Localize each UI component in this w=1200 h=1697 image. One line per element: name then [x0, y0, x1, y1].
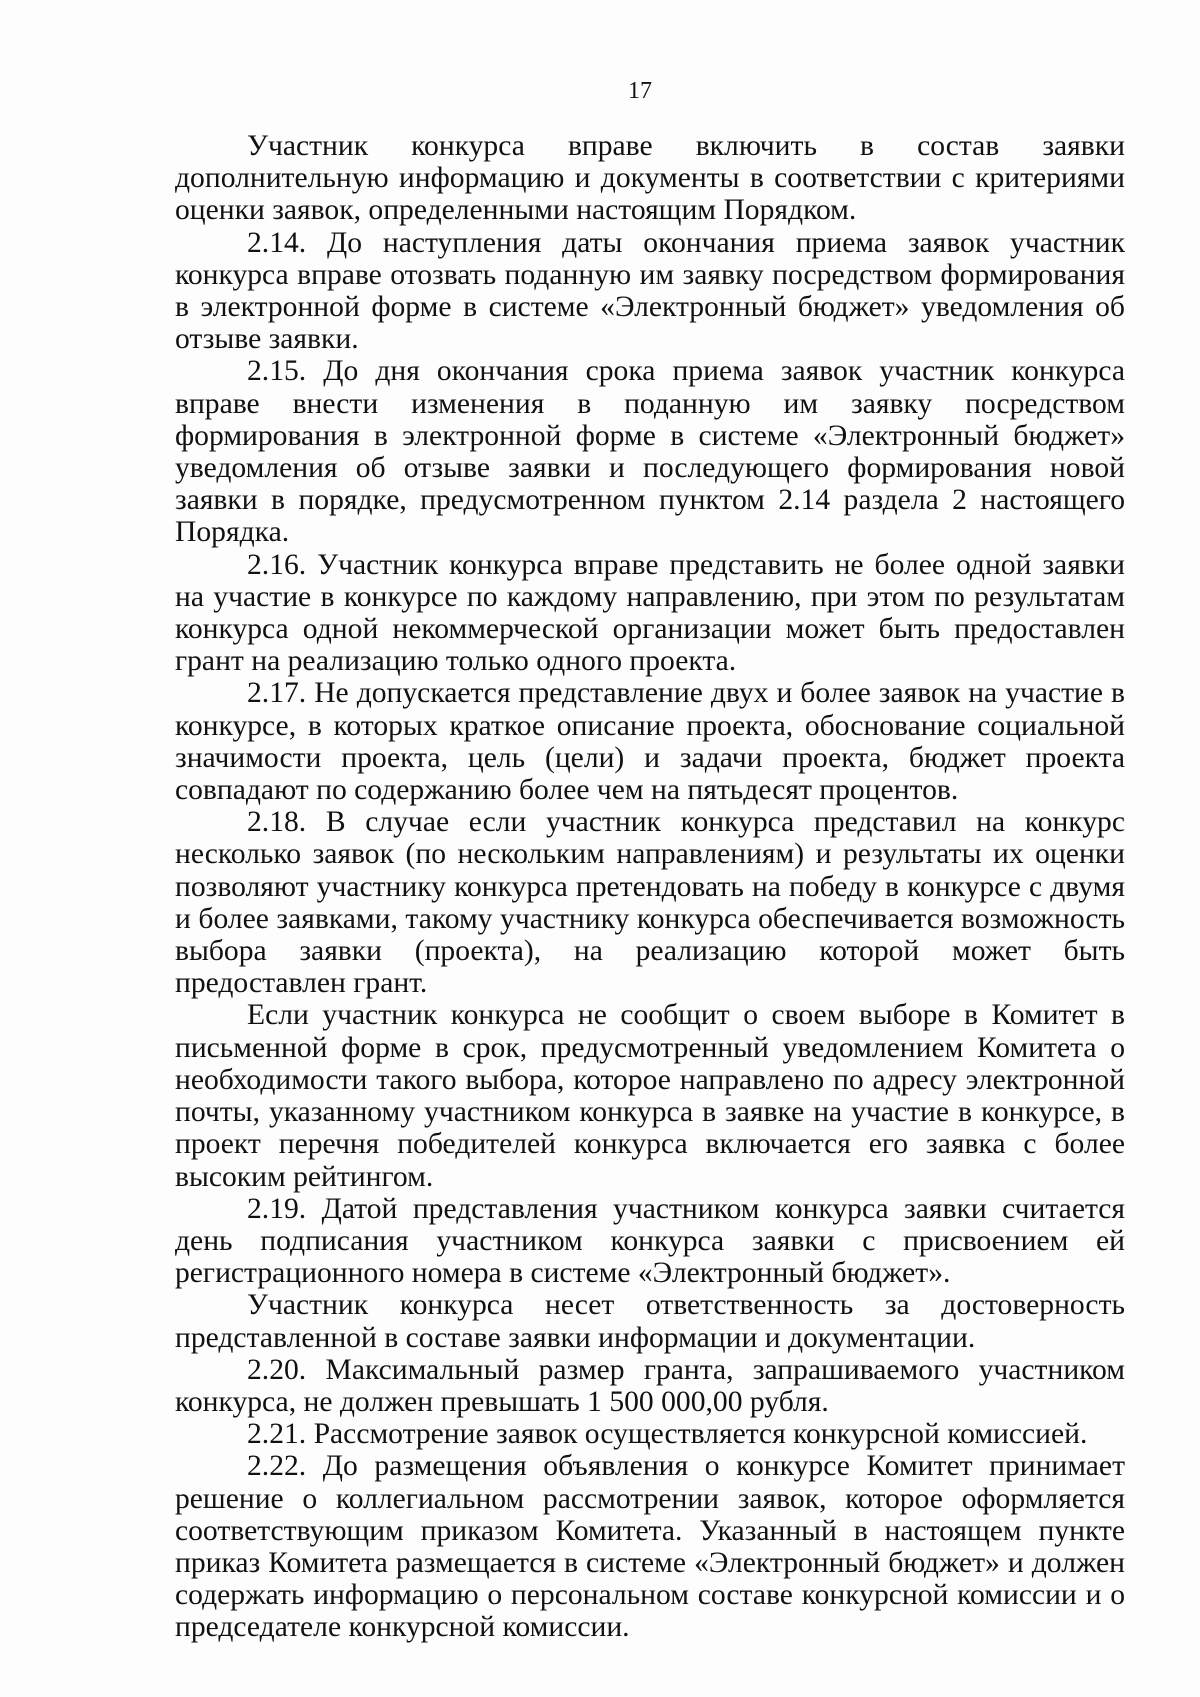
paragraph-responsibility: Участник конкурса несет ответственность за достоверность представленной в составе заявки информации и документации. [175, 1289, 1125, 1354]
paragraph-2-19: 2.19. Датой представления участником конкурса заявки считается день подписания участником конкурса заявки с присвоением ей регистрационного номера в системе «Электронный бюджет». [175, 1192, 1125, 1290]
paragraph-2-18: 2.18. В случае если участник конкурса представил на конкурс несколько заявок (по нескольким направлениям) и результаты их оценки позволяют участнику конкурса претендовать на победу в конкурсе с двумя и более заявками, такому участнику конкурса обеспечивается возможность выбора заявки (проекта), на реализацию которой может быть предоставлен грант. [175, 806, 1125, 1000]
paragraph-choice-notice: Если участник конкурса не сообщит о своем выборе в Комитет в письменной форме в срок, предусмотренный уведомлением Комитета о необходимости такого выбора, которое направлено по адресу электронной почты, указанному участником конкурса в заявке на участие в конкурсе, в проект перечня победителей конкурса включается его заявка с более высоким рейтингом. [175, 999, 1125, 1193]
document-body [175, 130, 1125, 1644]
paragraph-2-22: 2.22. До размещения объявления о конкурсе Комитет принимает решение о коллегиальном рассмотрении заявок, которое оформляется соответствующим приказом Комитета. Указанный в настоящем пункте приказ Комитета размещается в системе «Электронный бюджет» и должен содержать информацию о персональном составе конкурсной комиссии и о председателе конкурсной комиссии. [175, 1450, 1125, 1644]
paragraph-2-16: 2.16. Участник конкурса вправе представить не более одной заявки на участие в конкурсе по каждому направлению, при этом по результатам конкурса одной некоммерческой организации может быть предоставлен грант на реализацию только одного проекта. [175, 548, 1125, 678]
paragraph-2-21: 2.21. Рассмотрение заявок осуществляется конкурсной комиссией. [247, 1418, 1088, 1451]
page-number: 17 [628, 78, 652, 104]
paragraph-2-17: 2.17. Не допускается представление двух и более заявок на участие в конкурсе, в которых краткое описание проекта, обоснование социальной значимости проекта, цель (цели) и задачи проекта, бюджет проекта совпадают по содержанию более чем на пятьдесят процентов. [175, 677, 1125, 807]
paragraph-2-15: 2.15. До дня окончания срока приема заявок участник конкурса вправе внести изменения в поданную им заявку посредством формирования в электронной форме в системе «Электронный бюджет» уведомления об отзыве заявки и последующего формирования новой заявки в порядке, предусмотренном пунктом 2.14 раздела 2 настоящего Порядка. [175, 355, 1125, 549]
paragraph-additional-info: Участник конкурса вправе включить в состав заявки дополнительную информацию и документы в соответствии с критериями оценки заявок, определенными настоящим Порядком. [175, 130, 1125, 227]
paragraph-2-20: 2.20. Максимальный размер гранта, запрашиваемого участником конкурса, не должен превышать 1 500 000,00 рубля. [175, 1353, 1125, 1418]
paragraph-2-14: 2.14. До наступления даты окончания приема заявок участник конкурса вправе отозвать поданную им заявку посредством формирования в электронной форме в системе «Электронный бюджет» уведомления об отзыве заявки. [175, 226, 1125, 356]
